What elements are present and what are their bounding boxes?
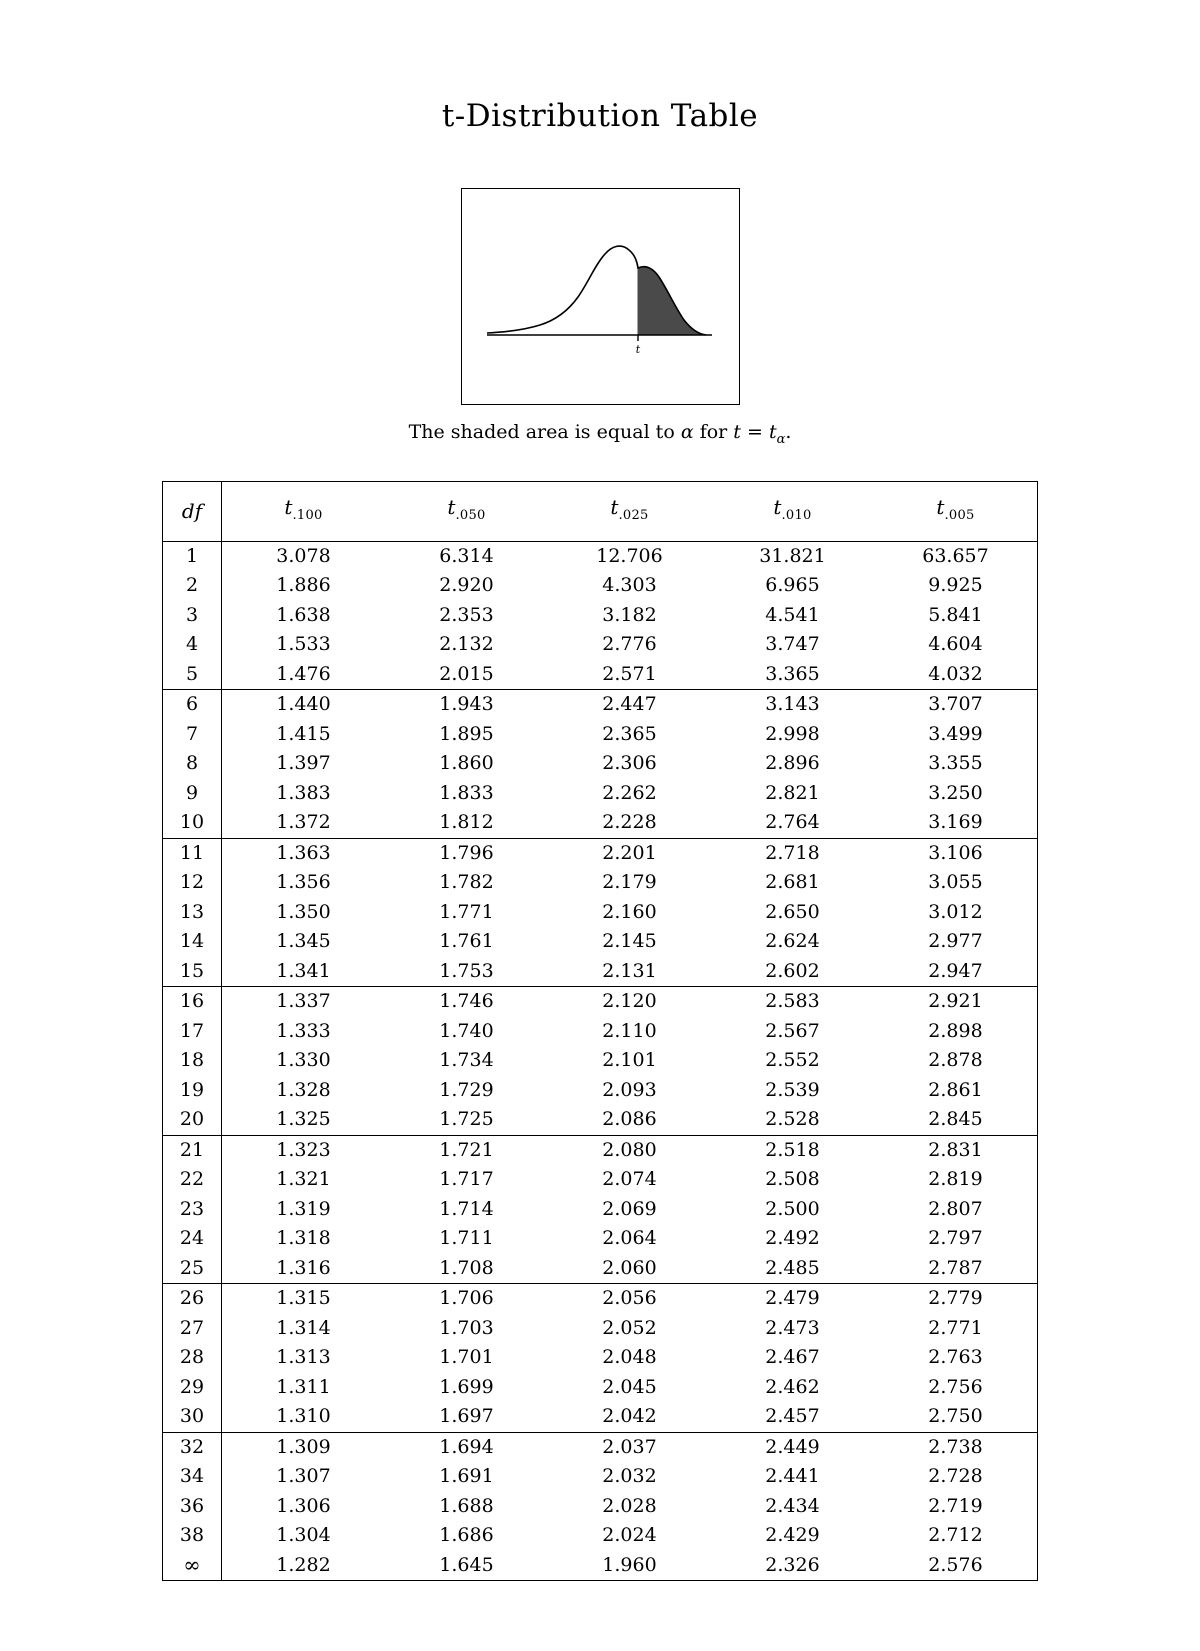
cell-value: 1.960: [602, 1553, 657, 1576]
cell-value: 1.533: [276, 633, 331, 656]
table-row: [163, 1492, 1038, 1522]
caption-t-alpha: t: [768, 421, 777, 443]
t-distribution-table: [162, 481, 1038, 1582]
cell-value: 3.499: [928, 722, 983, 745]
cell-value: 2.797: [928, 1227, 983, 1250]
cell-value: 2.064: [602, 1227, 657, 1250]
table-row: [163, 1521, 1038, 1551]
table-row: [163, 1551, 1038, 1581]
cell-value: 2.179: [602, 871, 657, 894]
cell-df: 9: [163, 779, 222, 809]
cell-value: 2.160: [602, 900, 657, 923]
cell-value: 2.947: [874, 957, 1038, 987]
cell-value: 2.434: [765, 1494, 820, 1517]
cell-value: 2.878: [928, 1049, 983, 1072]
header-sub: .050: [455, 507, 486, 523]
t-distribution-figure: [461, 188, 740, 405]
cell-value: 2.750: [874, 1402, 1038, 1432]
header-sub: .010: [781, 507, 812, 523]
cell-df: 29: [163, 1373, 222, 1403]
cell-value: 1.306: [276, 1494, 331, 1517]
cell-value: 1.725: [385, 1105, 548, 1135]
cell-value: 1.350: [276, 900, 331, 923]
cell-df: 24: [163, 1224, 222, 1254]
cell-df: 28: [163, 1343, 222, 1373]
cell-value: 2.145: [602, 930, 657, 953]
table-row: [163, 1076, 1038, 1106]
cell-value: 2.896: [765, 752, 820, 775]
cell-df: 22: [163, 1165, 222, 1195]
cell-value: 3.747: [765, 633, 820, 656]
cell-df: 14: [163, 927, 222, 957]
cell-value: 2.024: [602, 1524, 657, 1547]
cell-df: 10: [163, 808, 222, 838]
cell-value: 1.307: [276, 1465, 331, 1488]
cell-df: 20: [163, 1105, 222, 1135]
cell-value: 2.650: [765, 900, 820, 923]
table-row: [163, 690, 1038, 720]
cell-value: 3.355: [928, 752, 983, 775]
cell-value: 2.921: [928, 990, 983, 1013]
cell-value: 1.325: [222, 1105, 386, 1135]
cell-value: 1.440: [276, 693, 331, 716]
cell-value: 1.363: [276, 841, 331, 864]
table-row: [163, 749, 1038, 779]
cell-value: 2.028: [602, 1494, 657, 1517]
cell-value: 2.920: [439, 574, 494, 597]
cell-value: 2.052: [602, 1316, 657, 1339]
table-row: [163, 838, 1038, 868]
cell-value: 3.055: [928, 871, 983, 894]
cell-df: 11: [163, 838, 222, 868]
cell-value: 2.201: [602, 841, 657, 864]
cell-df: 13: [163, 898, 222, 928]
cell-value: 2.447: [602, 693, 657, 716]
cell-value: 2.576: [928, 1553, 983, 1576]
cell-value: 1.333: [276, 1019, 331, 1042]
cell-value: 2.042: [548, 1402, 711, 1432]
cell-value: 2.441: [765, 1465, 820, 1488]
caption-suffix: .: [785, 421, 792, 443]
cell-value: 2.306: [602, 752, 657, 775]
cell-value: 1.708: [385, 1254, 548, 1284]
cell-value: 2.473: [765, 1316, 820, 1339]
cell-value: 1.341: [222, 957, 386, 987]
table-row: [163, 660, 1038, 690]
cell-value: 2.845: [874, 1105, 1038, 1135]
table-row: [163, 1105, 1038, 1135]
cell-df: 16: [163, 987, 222, 1017]
cell-value: 2.977: [928, 930, 983, 953]
cell-value: 1.694: [439, 1435, 494, 1458]
cell-value: 4.303: [602, 574, 657, 597]
caption-alpha: α: [680, 421, 694, 443]
cell-value: 1.313: [276, 1346, 331, 1369]
cell-value: 2.086: [548, 1105, 711, 1135]
cell-value: 2.518: [765, 1138, 820, 1161]
cell-value: 2.045: [602, 1375, 657, 1398]
cell-value: 1.304: [276, 1524, 331, 1547]
column-header-t025: [548, 481, 711, 541]
cell-df: 32: [163, 1432, 222, 1462]
cell-value: 2.898: [928, 1019, 983, 1042]
cell-value: 4.604: [928, 633, 983, 656]
cell-value: 2.508: [765, 1168, 820, 1191]
cell-value: 2.262: [602, 781, 657, 804]
table-header: [163, 481, 1038, 541]
cell-value: 1.316: [222, 1254, 386, 1284]
cell-value: 1.703: [439, 1316, 494, 1339]
cell-value: 4.032: [874, 660, 1038, 690]
table-row: [163, 898, 1038, 928]
cell-value: 2.539: [765, 1078, 820, 1101]
cell-value: 2.479: [765, 1287, 820, 1310]
cell-value: 31.821: [759, 544, 826, 567]
header-sub: .100: [292, 507, 323, 523]
table-row: [163, 1165, 1038, 1195]
header-sub: .025: [618, 507, 649, 523]
table-row: [163, 1432, 1038, 1462]
cell-df: 1: [163, 541, 222, 571]
cell-value: 2.492: [765, 1227, 820, 1250]
cell-value: 2.807: [928, 1197, 983, 1220]
cell-value: 1.706: [439, 1287, 494, 1310]
t-axis-label: t: [635, 343, 640, 356]
cell-value: 1.734: [439, 1049, 494, 1072]
table-body: [163, 541, 1038, 1581]
cell-value: 1.310: [222, 1402, 386, 1432]
table-row: [163, 927, 1038, 957]
table-container: [0, 481, 1200, 1582]
cell-df: 15: [163, 957, 222, 987]
cell-df: 12: [163, 868, 222, 898]
table-row: [163, 1017, 1038, 1047]
table-row: [163, 1046, 1038, 1076]
caption-mid: for: [693, 421, 734, 443]
cell-value: 1.717: [439, 1168, 494, 1191]
cell-value: 2.821: [765, 781, 820, 804]
table-row: [163, 868, 1038, 898]
cell-value: 2.048: [602, 1346, 657, 1369]
cell-value: 1.740: [439, 1019, 494, 1042]
cell-value: 1.372: [222, 808, 386, 838]
table-row: [163, 720, 1038, 750]
cell-value: 1.833: [439, 781, 494, 804]
cell-df: 23: [163, 1195, 222, 1225]
cell-value: 2.712: [928, 1524, 983, 1547]
header-row: [163, 481, 1038, 541]
header-base: t: [447, 494, 456, 519]
page-title: t-Distribution Table: [441, 98, 759, 134]
column-header-df: [163, 481, 222, 541]
table-row: [163, 1373, 1038, 1403]
cell-value: 2.624: [765, 930, 820, 953]
caption-eq: =: [740, 421, 769, 443]
cell-value: 1.397: [276, 752, 331, 775]
cell-value: 2.567: [765, 1019, 820, 1042]
cell-value: 1.311: [276, 1375, 331, 1398]
cell-df: 5: [163, 660, 222, 690]
cell-df: 21: [163, 1135, 222, 1165]
cell-df: 34: [163, 1462, 222, 1492]
table-row: [163, 1284, 1038, 1314]
document-page: [0, 98, 1200, 1651]
cell-value: 2.738: [928, 1435, 983, 1458]
header-base: t: [284, 494, 293, 519]
cell-df: 6: [163, 690, 222, 720]
cell-value: 2.787: [874, 1254, 1038, 1284]
cell-value: 1.886: [276, 574, 331, 597]
cell-value: 63.657: [922, 544, 989, 567]
cell-df: ∞: [163, 1551, 222, 1581]
cell-value: 2.131: [548, 957, 711, 987]
cell-value: 1.697: [385, 1402, 548, 1432]
cell-df: 3: [163, 601, 222, 631]
cell-value: 6.314: [439, 544, 494, 567]
column-header-t100: [222, 481, 386, 541]
header-base: t: [773, 494, 782, 519]
cell-value: 2.602: [711, 957, 874, 987]
cell-value: 9.925: [928, 574, 983, 597]
cell-value: 2.756: [928, 1375, 983, 1398]
cell-value: 1.688: [439, 1494, 494, 1517]
cell-df: 26: [163, 1284, 222, 1314]
cell-value: 1.383: [276, 781, 331, 804]
cell-df: 27: [163, 1314, 222, 1344]
cell-df: 4: [163, 630, 222, 660]
cell-value: 1.812: [385, 808, 548, 838]
cell-value: 2.500: [765, 1197, 820, 1220]
table-row: [163, 808, 1038, 838]
cell-value: 1.319: [276, 1197, 331, 1220]
cell-df: 18: [163, 1046, 222, 1076]
cell-value: 1.282: [276, 1553, 331, 1576]
cell-value: 3.106: [928, 841, 983, 864]
cell-value: 1.943: [439, 693, 494, 716]
cell-value: 1.746: [439, 990, 494, 1013]
cell-value: 3.143: [765, 693, 820, 716]
cell-value: 2.449: [765, 1435, 820, 1458]
cell-value: 1.686: [439, 1524, 494, 1547]
cell-value: 1.415: [276, 722, 331, 745]
table-row: [163, 779, 1038, 809]
cell-value: 2.093: [602, 1078, 657, 1101]
cell-value: 2.101: [602, 1049, 657, 1072]
cell-value: 2.032: [602, 1465, 657, 1488]
cell-value: 2.074: [602, 1168, 657, 1191]
cell-value: 1.895: [439, 722, 494, 745]
cell-df: 19: [163, 1076, 222, 1106]
cell-value: 2.571: [548, 660, 711, 690]
cell-value: 2.776: [602, 633, 657, 656]
column-header-t050: [385, 481, 548, 541]
cell-value: 3.078: [276, 544, 331, 567]
cell-value: 2.719: [928, 1494, 983, 1517]
cell-value: 2.552: [765, 1049, 820, 1072]
cell-value: 2.365: [602, 722, 657, 745]
cell-value: 1.860: [439, 752, 494, 775]
cell-value: 1.330: [276, 1049, 331, 1072]
caption-t: t: [733, 421, 741, 443]
cell-value: 1.714: [439, 1197, 494, 1220]
cell-value: 3.169: [874, 808, 1038, 838]
cell-value: 1.711: [439, 1227, 494, 1250]
cell-value: 1.699: [439, 1375, 494, 1398]
cell-value: 1.638: [276, 603, 331, 626]
cell-value: 3.365: [711, 660, 874, 690]
cell-value: 3.707: [928, 693, 983, 716]
cell-df: 8: [163, 749, 222, 779]
table-row: [163, 1224, 1038, 1254]
cell-value: 2.353: [439, 603, 494, 626]
table-row: [163, 1402, 1038, 1432]
figure-caption: [0, 421, 1200, 447]
cell-value: 2.015: [385, 660, 548, 690]
table-row: [163, 957, 1038, 987]
cell-value: 1.729: [439, 1078, 494, 1101]
header-base: t: [610, 494, 619, 519]
cell-value: 2.831: [928, 1138, 983, 1161]
cell-value: 2.228: [548, 808, 711, 838]
figure-container: [0, 188, 1200, 405]
caption-prefix: The shaded area is equal to: [408, 421, 681, 443]
cell-value: 1.645: [439, 1553, 494, 1576]
cell-df: 36: [163, 1492, 222, 1522]
cell-value: 2.728: [928, 1465, 983, 1488]
cell-value: 1.796: [439, 841, 494, 864]
cell-value: 1.753: [385, 957, 548, 987]
cell-value: 1.323: [276, 1138, 331, 1161]
t-distribution-curve-icon: [462, 189, 737, 402]
cell-value: 2.120: [602, 990, 657, 1013]
cell-value: 1.314: [276, 1316, 331, 1339]
table-row: [163, 571, 1038, 601]
cell-value: 3.250: [928, 781, 983, 804]
cell-value: 1.315: [276, 1287, 331, 1310]
cell-value: 1.721: [439, 1138, 494, 1161]
table-row: [163, 1343, 1038, 1373]
cell-value: 1.309: [276, 1435, 331, 1458]
cell-value: 2.861: [928, 1078, 983, 1101]
cell-value: 6.965: [765, 574, 820, 597]
table-row: [163, 1195, 1038, 1225]
cell-value: 5.841: [928, 603, 983, 626]
cell-value: 2.764: [711, 808, 874, 838]
cell-value: 2.779: [928, 1287, 983, 1310]
table-row: [163, 630, 1038, 660]
header-base: df: [181, 499, 203, 524]
cell-value: 1.318: [276, 1227, 331, 1250]
cell-value: 2.998: [765, 722, 820, 745]
cell-value: 2.457: [711, 1402, 874, 1432]
cell-value: 3.012: [928, 900, 983, 923]
table-row: [163, 541, 1038, 571]
table-row: [163, 1254, 1038, 1284]
column-header-t010: [711, 481, 874, 541]
cell-value: 2.485: [711, 1254, 874, 1284]
table-row: [163, 987, 1038, 1017]
cell-value: 2.060: [548, 1254, 711, 1284]
column-header-t005: [874, 481, 1038, 541]
cell-df: 7: [163, 720, 222, 750]
cell-value: 1.345: [276, 930, 331, 953]
cell-value: 1.771: [439, 900, 494, 923]
cell-value: 1.328: [276, 1078, 331, 1101]
cell-df: 2: [163, 571, 222, 601]
cell-value: 1.691: [439, 1465, 494, 1488]
cell-value: 2.462: [765, 1375, 820, 1398]
cell-value: 1.476: [222, 660, 386, 690]
cell-value: 2.110: [602, 1019, 657, 1042]
header-sub: .005: [944, 507, 975, 523]
cell-value: 2.681: [765, 871, 820, 894]
cell-value: 2.056: [602, 1287, 657, 1310]
cell-value: 1.321: [276, 1168, 331, 1191]
header-base: t: [936, 494, 945, 519]
cell-value: 2.132: [439, 633, 494, 656]
cell-value: 3.182: [602, 603, 657, 626]
cell-value: 1.761: [439, 930, 494, 953]
cell-value: 1.701: [439, 1346, 494, 1369]
cell-value: 2.467: [765, 1346, 820, 1369]
cell-value: 2.583: [765, 990, 820, 1013]
cell-value: 2.763: [928, 1346, 983, 1369]
cell-value: 2.037: [602, 1435, 657, 1458]
cell-df: 17: [163, 1017, 222, 1047]
cell-value: 1.337: [276, 990, 331, 1013]
cell-value: 2.718: [765, 841, 820, 864]
table-row: [163, 1462, 1038, 1492]
cell-df: 30: [163, 1402, 222, 1432]
cell-value: 2.819: [928, 1168, 983, 1191]
cell-value: 2.069: [602, 1197, 657, 1220]
table-row: [163, 1135, 1038, 1165]
cell-value: 1.782: [439, 871, 494, 894]
caption-t-alpha-sub: α: [776, 431, 786, 447]
cell-value: 1.356: [276, 871, 331, 894]
cell-df: 25: [163, 1254, 222, 1284]
cell-value: 2.429: [765, 1524, 820, 1547]
table-row: [163, 1314, 1038, 1344]
table-row: [163, 601, 1038, 631]
cell-value: 2.326: [765, 1553, 820, 1576]
cell-value: 4.541: [765, 603, 820, 626]
cell-df: 38: [163, 1521, 222, 1551]
cell-value: 2.528: [711, 1105, 874, 1135]
cell-value: 12.706: [596, 544, 663, 567]
cell-value: 2.080: [602, 1138, 657, 1161]
cell-value: 2.771: [928, 1316, 983, 1339]
